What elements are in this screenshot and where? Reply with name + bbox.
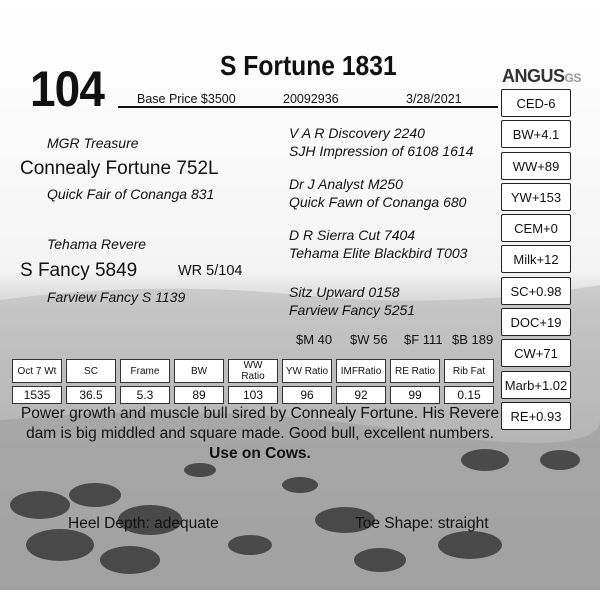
lot-number: 104: [30, 61, 105, 117]
header-divider: [118, 106, 498, 108]
dam-dam: Farview Fancy S 1139: [47, 289, 186, 305]
value-frame: 5.3: [120, 386, 170, 404]
value-ww-ratio: 103: [228, 386, 278, 404]
performance-table: [8, 356, 498, 407]
epd-doc: DOC+19: [501, 308, 571, 336]
header-imf-ratio: IMFRatio: [336, 359, 386, 383]
header-oct-wt: Oct 7 Wt: [12, 359, 62, 383]
animal-name: S Fortune 1831: [220, 50, 397, 81]
epd-milk: Milk+12: [501, 245, 571, 273]
index-maternal: $M 40: [296, 332, 333, 347]
dam-dam-sire: Sitz Upward 0158: [289, 284, 400, 300]
performance-header-row: [12, 359, 494, 383]
header-rib-fat: Rib Fat: [444, 359, 494, 383]
value-sc: 36.5: [66, 386, 116, 404]
header-ww-ratio: WW Ratio: [228, 359, 278, 383]
value-rib-fat: 0.15: [444, 386, 494, 404]
epd-sc: SC+0.98: [501, 277, 571, 305]
registration-number: 20092936: [283, 92, 339, 106]
sire-dam-dam: Quick Fawn of Conanga 680: [289, 194, 467, 210]
header-re-ratio: RE Ratio: [390, 359, 440, 383]
epd-bw: BW+4.1: [501, 120, 571, 148]
epd-re: RE+0.93: [501, 402, 571, 430]
sire-sire-sire: V A R Discovery 2240: [289, 125, 425, 141]
base-price: Base Price $3500: [137, 92, 236, 106]
value-oct-wt: 1535: [12, 386, 62, 404]
epd-cem: CEM+0: [501, 214, 571, 242]
epd-column: [501, 89, 575, 433]
header-bw: BW: [174, 359, 224, 383]
bull-summary: [20, 404, 500, 464]
angus-logo-text: ANGUS: [502, 66, 565, 86]
value-yw-ratio: 96: [282, 386, 332, 404]
birth-date: 3/28/2021: [406, 92, 462, 106]
sire-dam: Quick Fair of Conanga 831: [47, 186, 215, 202]
angus-gs-logo: [502, 66, 581, 87]
epd-cw: CW+71: [501, 339, 571, 367]
epd-ww: WW+89: [501, 152, 571, 180]
summary-text: Power growth and muscle bull sired by Connealy Fortune. His Revere dam is big middled and square made. Good bull, excellent numbers.: [20, 405, 500, 442]
sire-sire: MGR Treasure: [47, 135, 139, 151]
dam-sire-sire: D R Sierra Cut 7404: [289, 227, 416, 243]
toe-shape: Toe Shape: straight: [355, 515, 489, 532]
epd-marb: Marb+1.02: [501, 371, 571, 399]
summary-emphasis: Use on Cows.: [209, 445, 311, 462]
sire-dam-sire: Dr J Analyst M250: [289, 176, 403, 192]
heel-depth: Heel Depth: adequate: [68, 515, 219, 532]
value-bw: 89: [174, 386, 224, 404]
value-re-ratio: 99: [390, 386, 440, 404]
epd-yw: YW+153: [501, 183, 571, 211]
header-yw-ratio: YW Ratio: [282, 359, 332, 383]
dam-sire-dam: Tehama Elite Blackbird T003: [289, 245, 468, 261]
header-frame: Frame: [120, 359, 170, 383]
dam-weaning-ratio: WR 5/104: [178, 263, 243, 279]
dam: S Fancy 5849: [20, 260, 138, 281]
performance-value-row: [12, 386, 494, 404]
epd-ced: CED-6: [501, 89, 571, 117]
index-weaned-calf: $W 56: [350, 332, 388, 347]
dam-sire: Tehama Revere: [47, 236, 147, 252]
index-feedlot: $F 111: [404, 332, 443, 347]
sire: Connealy Fortune 752L: [20, 158, 219, 179]
dam-dam-dam: Farview Fancy 5251: [289, 302, 416, 318]
sire-sire-dam: SJH Impression of 6108 1614: [289, 143, 474, 159]
angus-logo-suffix: GS: [564, 71, 581, 85]
value-imf-ratio: 92: [336, 386, 386, 404]
index-beef: $B 189: [452, 332, 494, 347]
header-sc: SC: [66, 359, 116, 383]
